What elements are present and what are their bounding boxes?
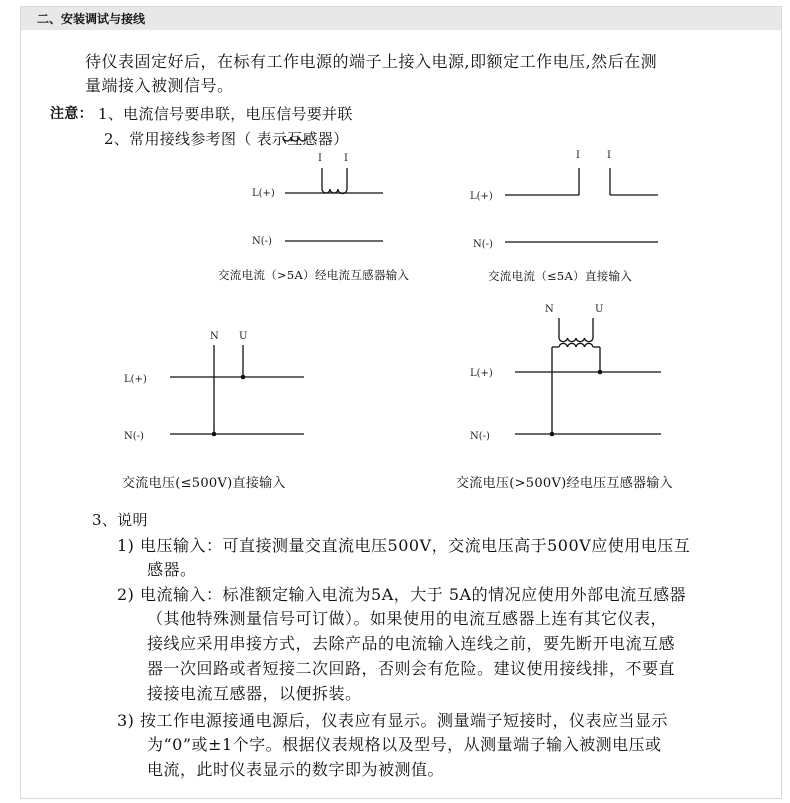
explain-p2-line-2: （其他特殊测量信号可订做）。如果使用的电流互感器上连有其它仪表，: [147, 609, 668, 628]
d4-u-top-label: U: [595, 304, 604, 315]
explain-p1-line-2: 感器。: [147, 560, 197, 579]
d4-l-label: L(+): [470, 368, 493, 379]
diagram-voltage-direct: [170, 345, 304, 436]
explain-p2-line-3: 接线应采用串接方式，去除产品的电流输入连线之前，要先断开电流互感: [147, 634, 676, 653]
explain-heading: 3、说明: [92, 511, 148, 529]
d2-l-label: L(+): [470, 191, 493, 202]
diagram-current-direct: [505, 168, 658, 242]
d1-i1-label: I: [318, 153, 322, 164]
d1-ct-coil: [322, 189, 347, 194]
d4-u-junction: [598, 370, 603, 375]
d1-caption: 交流电流（>5A）经电流互感器输入: [218, 268, 410, 282]
d3-u-top-label: U: [239, 331, 248, 342]
explain-p2-line-1: 2) 电流输入：标准额定输入电流为5A，大于 5A的情况应使用外部电流互感器: [117, 585, 687, 604]
d3-l-label: L(+): [124, 374, 147, 385]
d2-n-label: N(-): [473, 239, 493, 250]
d3-u-junction: [241, 375, 246, 380]
d2-i1-label: I: [576, 150, 580, 161]
section-title: 二、安装调试与接线: [37, 12, 146, 26]
d3-n-label: N(-): [124, 431, 144, 442]
d3-caption: 交流电压(≤500V)直接输入: [122, 476, 286, 491]
d4-pt-secondary: [559, 338, 593, 342]
d4-pt-primary: [559, 343, 593, 347]
d3-n-junction: [212, 432, 217, 437]
d1-i2-label: I: [344, 153, 348, 164]
intro-line-1: 待仪表固定好后，在标有工作电源的端子上接入电源,即额定工作电压,然后在测: [85, 52, 658, 71]
d3-n-top-label: N: [210, 331, 219, 342]
explain-p3-line-1: 3) 按工作电源接通电源后，仪表应有显示。测量端子短接时，仪表应当显示: [117, 711, 669, 730]
explain-p2-line-5: 接接电流互感器，以便拆装。: [147, 684, 362, 703]
note-item-2: 2、常用接线参考图（ 表示互感器）: [104, 130, 349, 148]
diagram-voltage-pt: [515, 318, 661, 436]
d2-i2-label: I: [607, 150, 611, 161]
note-prefix: 注意：: [50, 106, 93, 122]
d1-n-label: N(-): [252, 236, 272, 247]
d4-n-junction: [550, 432, 555, 437]
d1-l-label: L(+): [252, 188, 275, 199]
diagram-current-ct: [285, 168, 383, 241]
d4-n-top-label: N: [545, 304, 554, 315]
d2-caption: 交流电流（≤5A）直接输入: [488, 269, 633, 283]
explain-p1-line-1: 1) 电压输入：可直接测量交直流电压500V，交流电压高于500V应使用电压互: [117, 536, 691, 555]
explain-p3-line-3: 电流，此时仪表显示的数字即为被测值。: [147, 760, 445, 779]
d4-caption: 交流电压(>500V)经电压互感器输入: [456, 476, 673, 491]
explain-p2-line-4: 器一次回路或者短接二次回路，否则会有危险。建议使用接线排，不要直: [147, 659, 676, 678]
d4-n-label: N(-): [470, 431, 490, 442]
intro-line-2: 量端接入被测信号。: [85, 76, 234, 95]
explain-p3-line-2: 为“0”或±1个字。根据仪表规格以及型号，从测量端子输入被测电压或: [147, 735, 662, 754]
note-item-1: 1、电流信号要串联，电压信号要并联: [98, 105, 353, 123]
legend-transformer-icon: [283, 137, 307, 141]
